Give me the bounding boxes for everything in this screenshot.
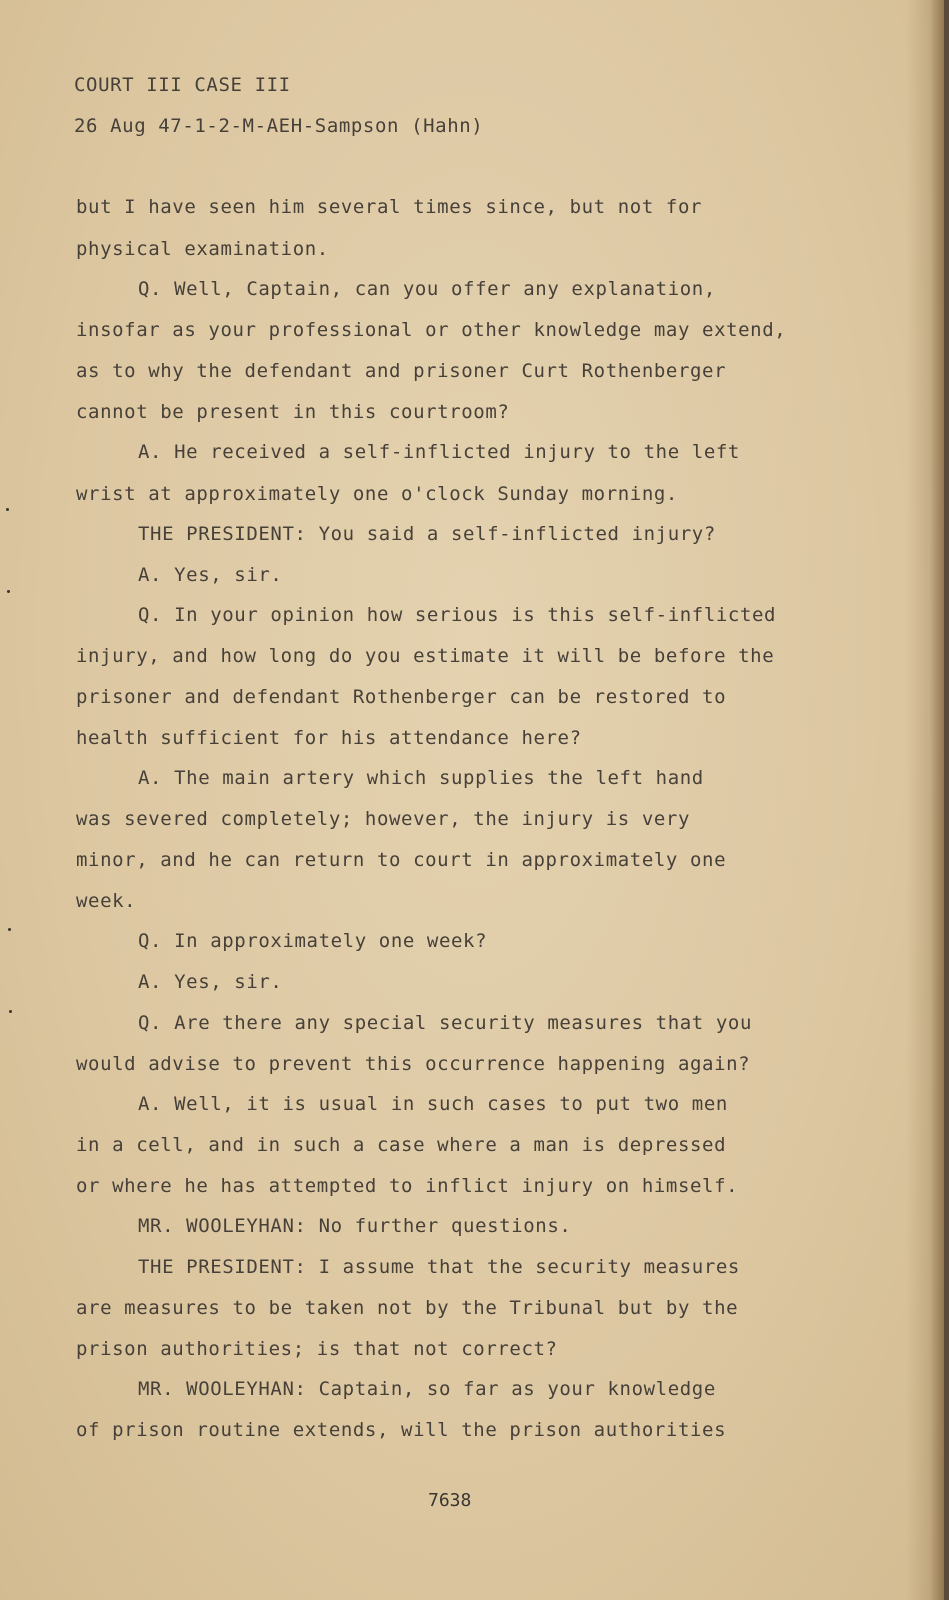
transcript-line-25: or where he has attempted to inflict injury on himself. xyxy=(76,1175,739,1197)
transcript-line-14: health sufficient for his attendance here? xyxy=(76,727,582,749)
transcript-line-24: in a cell, and in such a case where a man is depressed xyxy=(76,1134,727,1156)
transcript-line-17: minor, and he can return to court in approximately one xyxy=(76,849,727,871)
transcript-line-21: Q. Are there any special security measures that you xyxy=(138,1012,752,1034)
transcript-line-11: Q. In your opinion how serious is this self-inflicted xyxy=(138,604,777,626)
transcript-line-5: as to why the defendant and prisoner Curt Rothenberger xyxy=(76,360,727,382)
transcript-line-4: insofar as your professional or other knowledge may extend, xyxy=(76,319,787,341)
transcript-line-16: was severed completely; however, the injury is very xyxy=(76,808,690,830)
transcript-line-18: week. xyxy=(76,890,137,912)
transcript-line-10: A. Yes, sir. xyxy=(138,564,283,586)
transcript-line-1: but I have seen him several times since, but not for xyxy=(76,196,703,218)
transcript-line-9: THE PRESIDENT: You said a self-inflicted injury? xyxy=(138,523,716,545)
transcript-line-19: Q. In approximately one week? xyxy=(138,930,488,952)
date-reference-header: 26 Aug 47-1-2-M-AEH-Sampson (Hahn) xyxy=(74,115,484,137)
transcript-line-27: THE PRESIDENT: I assume that the security measures xyxy=(138,1256,740,1278)
transcript-line-20: A. Yes, sir. xyxy=(138,971,283,993)
transcript-line-12: injury, and how long do you estimate it will be before the xyxy=(76,645,775,667)
transcript-line-15: A. The main artery which supplies the left hand xyxy=(138,767,704,789)
transcript-line-23: A. Well, it is usual in such cases to put two men xyxy=(138,1093,728,1115)
transcript-line-2: physical examination. xyxy=(76,238,329,260)
transcript-line-30: MR. WOOLEYHAN: Captain, so far as your knowledge xyxy=(138,1378,716,1400)
court-case-header: COURT III CASE III xyxy=(74,74,291,96)
transcript-line-29: prison authorities; is that not correct? xyxy=(76,1338,558,1360)
transcript-line-13: prisoner and defendant Rothenberger can be restored to xyxy=(76,686,727,708)
page-number: 7638 xyxy=(428,1490,472,1511)
transcript-line-6: cannot be present in this courtroom? xyxy=(76,401,510,423)
paper-speck xyxy=(7,590,10,593)
transcript-line-22: would advise to prevent this occurrence happening again? xyxy=(76,1053,751,1075)
paper-speck xyxy=(6,508,9,511)
page-edge-shadow xyxy=(930,0,944,1600)
transcript-line-28: are measures to be taken not by the Tribunal but by the xyxy=(76,1297,739,1319)
transcript-line-7: A. He received a self-inflicted injury to the left xyxy=(138,441,740,463)
paper-speck xyxy=(8,928,11,931)
transcript-line-31: of prison routine extends, will the prison authorities xyxy=(76,1419,727,1441)
paper-speck xyxy=(9,1010,12,1013)
transcript-line-3: Q. Well, Captain, can you offer any explanation, xyxy=(138,278,716,300)
transcript-line-8: wrist at approximately one o'clock Sunday morning. xyxy=(76,483,678,505)
transcript-line-26: MR. WOOLEYHAN: No further questions. xyxy=(138,1215,572,1237)
